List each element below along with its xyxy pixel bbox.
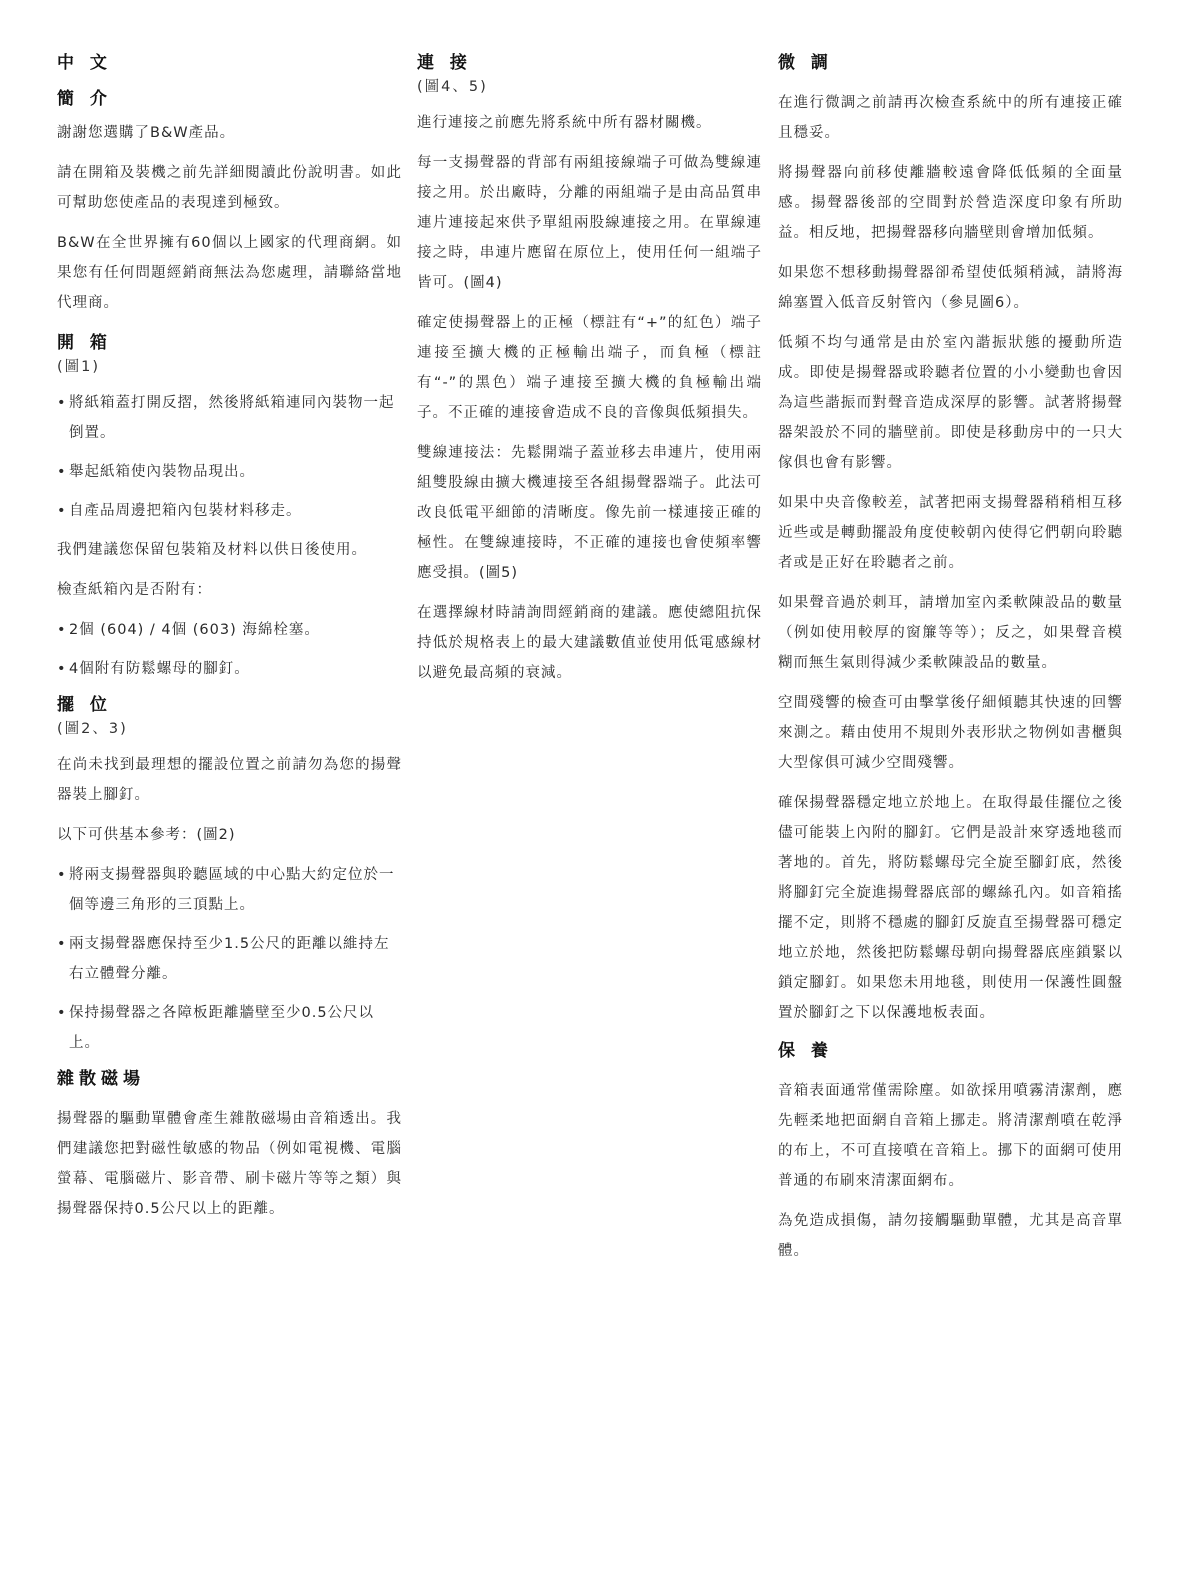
figure-reference: (圖4、5) <box>417 79 488 95</box>
bullet-list <box>57 615 402 684</box>
paragraph: 低頻不均勻通常是由於室內諧振狀態的擾動所造成。即使是揚聲器或聆聽者位置的小小變動也會因為這些諧振而對聲音造成深厚的影響。試著將揚聲器架設於不同的牆壁前。即使是移動房中的一只大傢俱也會有影響。 <box>778 335 1123 471</box>
section-heading-stray-magnetic-fields: 雜散磁場 <box>57 1069 145 1089</box>
paragraph: B&W在全世界擁有60個以上國家的代理商網。如果您有任何問題經銷商無法為您處理，請聯絡當地代理商。 <box>57 235 402 311</box>
section-heading-positioning: 擺 位 <box>57 695 112 715</box>
list-item: • 舉起紙箱使內裝物品現出。 <box>57 457 402 487</box>
paragraph: 以下可供基本參考：(圖2) <box>57 827 236 843</box>
column-right <box>778 52 1123 1276</box>
bullet-list <box>57 860 402 1058</box>
paragraph: 如果聲音過於刺耳，請增加室內柔軟陳設品的數量（例如使用較厚的窗簾等等）；反之，如果聲音模糊而無生氣則得減少柔軟陳設品的數量。 <box>778 595 1123 671</box>
language-heading: 中 文 <box>57 53 112 73</box>
bullet-icon: • <box>57 1005 67 1021</box>
list-item: • 將兩支揚聲器與聆聽區域的中心點大約定位於一個等邊三角形的三頂點上。 <box>57 860 402 920</box>
paragraph: 揚聲器的驅動單體會產生雜散磁場由音箱透出。我們建議您把對磁性敏感的物品（例如電視機、電腦螢幕、電腦磁片、影音帶、刷卡磁片等等之類）與揚聲器保持0.5公尺以上的距離。 <box>57 1111 402 1217</box>
paragraph: 確定使揚聲器上的正極（標註有“+”的紅色）端子連接至擴大機的正極輸出端子，而負極（標註有“-”的黑色）端子連接至擴大機的負極輸出端子。不正確的連接會造成不良的音像與低頻損失。 <box>417 315 762 421</box>
bullet-icon: • <box>57 936 67 952</box>
paragraph: 確保揚聲器穩定地立於地上。在取得最佳擺位之後儘可能裝上內附的腳釘。它們是設計來穿透地毯而著地的。首先，將防鬆螺母完全旋至腳釘底，然後將腳釘完全旋進揚聲器底部的螺絲孔內。如音箱搖擺不定，則將不穩處的腳釘反旋直至揚聲器可穩定地立於地，然後把防鬆螺母朝向揚聲器底座鎖緊以鎖定腳釘。如果您未用地毯，則使用一保護性圓盤置於腳釘之下以保護地板表面。 <box>778 795 1123 1021</box>
section-heading-intro: 簡 介 <box>57 89 112 109</box>
paragraph: 謝謝您選購了B&W產品。 <box>57 125 236 141</box>
bullet-icon: • <box>57 661 67 677</box>
section-heading-unpacking: 開 箱 <box>57 333 112 353</box>
paragraph: 音箱表面通常僅需除塵。如欲採用噴霧清潔劑，應先輕柔地把面網自音箱上挪走。將清潔劑噴在乾淨的布上，不可直接噴在音箱上。挪下的面網可使用普通的布刷來清潔面網布。 <box>778 1083 1123 1189</box>
bullet-icon: • <box>57 622 67 638</box>
paragraph: 空間殘響的檢查可由擊掌後仔細傾聽其快速的回響來測之。藉由使用不規則外表形狀之物例如書櫃與大型傢俱可減少空間殘響。 <box>778 695 1123 771</box>
list-item: • 將紙箱蓋打開反摺，然後將紙箱連同內裝物一起倒置。 <box>57 388 402 448</box>
bullet-list <box>57 388 402 526</box>
list-item: • 4個附有防鬆螺母的腳釘。 <box>57 654 402 684</box>
bullet-icon: • <box>57 867 67 883</box>
paragraph: 如果您不想移動揚聲器卻希望使低頻稍減，請將海綿塞置入低音反射管內（參見圖6）。 <box>778 265 1123 311</box>
section-heading-fine-tuning: 微 調 <box>778 53 833 73</box>
section-heading-connections: 連 接 <box>417 53 472 73</box>
section-heading-maintenance: 保 養 <box>778 1041 833 1061</box>
list-item: • 保持揚聲器之各障板距離牆壁至少0.5公尺以上。 <box>57 998 402 1058</box>
list-item: • 自產品周邊把箱內包裝材料移走。 <box>57 496 402 526</box>
paragraph: 如果中央音像較差，試著把兩支揚聲器稍稍相互移近些或是轉動擺設角度使較朝內使得它們朝向聆聽者或是正好在聆聽者之前。 <box>778 495 1123 571</box>
bullet-icon: • <box>57 395 67 411</box>
paragraph: 我們建議您保留包裝箱及材料以供日後使用。 <box>57 542 367 558</box>
paragraph: 檢查紙箱內是否附有： <box>57 582 212 598</box>
paragraph: 進行連接之前應先將系統中所有器材關機。 <box>417 115 712 131</box>
figure-reference: (圖1) <box>57 359 101 375</box>
bullet-icon: • <box>57 503 67 519</box>
paragraph: 在進行微調之前請再次檢查系統中的所有連接正確且穩妥。 <box>778 95 1123 141</box>
paragraph: 雙線連接法：先鬆開端子蓋並移去串連片，使用兩組雙股線由擴大機連接至各組揚聲器端子。此法可改良低電平細節的清晰度。像先前一樣連接正確的極性。在雙線連接時，不正確的連接也會使頻率響應受損。(圖5) <box>417 445 762 581</box>
paragraph: 在選擇線材時請詢問經銷商的建議。應使總阻抗保持低於規格表上的最大建議數值並使用低電感線材以避免最高頻的衰減。 <box>417 605 762 681</box>
paragraph: 為免造成損傷，請勿接觸驅動單體，尤其是高音單體。 <box>778 1213 1123 1259</box>
paragraph: 每一支揚聲器的背部有兩組接線端子可做為雙線連接之用。於出廠時，分離的兩組端子是由高品質串連片連接起來供予單組兩股線連接之用。在單線連接之時，串連片應留在原位上，使用任何一組端子皆可。(圖4) <box>417 155 762 291</box>
column-middle <box>417 52 762 698</box>
bullet-icon: • <box>57 464 67 480</box>
paragraph: 將揚聲器向前移使離牆較遠會降低低頻的全面量感。揚聲器後部的空間對於營造深度印象有所助益。相反地，把揚聲器移向牆壁則會增加低頻。 <box>778 165 1123 241</box>
paragraph: 請在開箱及裝機之前先詳細閱讀此份說明書。如此可幫助您使產品的表現達到極致。 <box>57 165 402 211</box>
paragraph: 在尚未找到最理想的擺設位置之前請勿為您的揚聲器裝上腳釘。 <box>57 757 402 803</box>
column-left <box>57 52 402 1234</box>
figure-reference: (圖2、3) <box>57 721 128 737</box>
list-item: • 兩支揚聲器應保持至少1.5公尺的距離以維持左右立體聲分離。 <box>57 929 402 989</box>
list-item: • 2個 (604) / 4個 (603) 海綿栓塞。 <box>57 615 402 645</box>
